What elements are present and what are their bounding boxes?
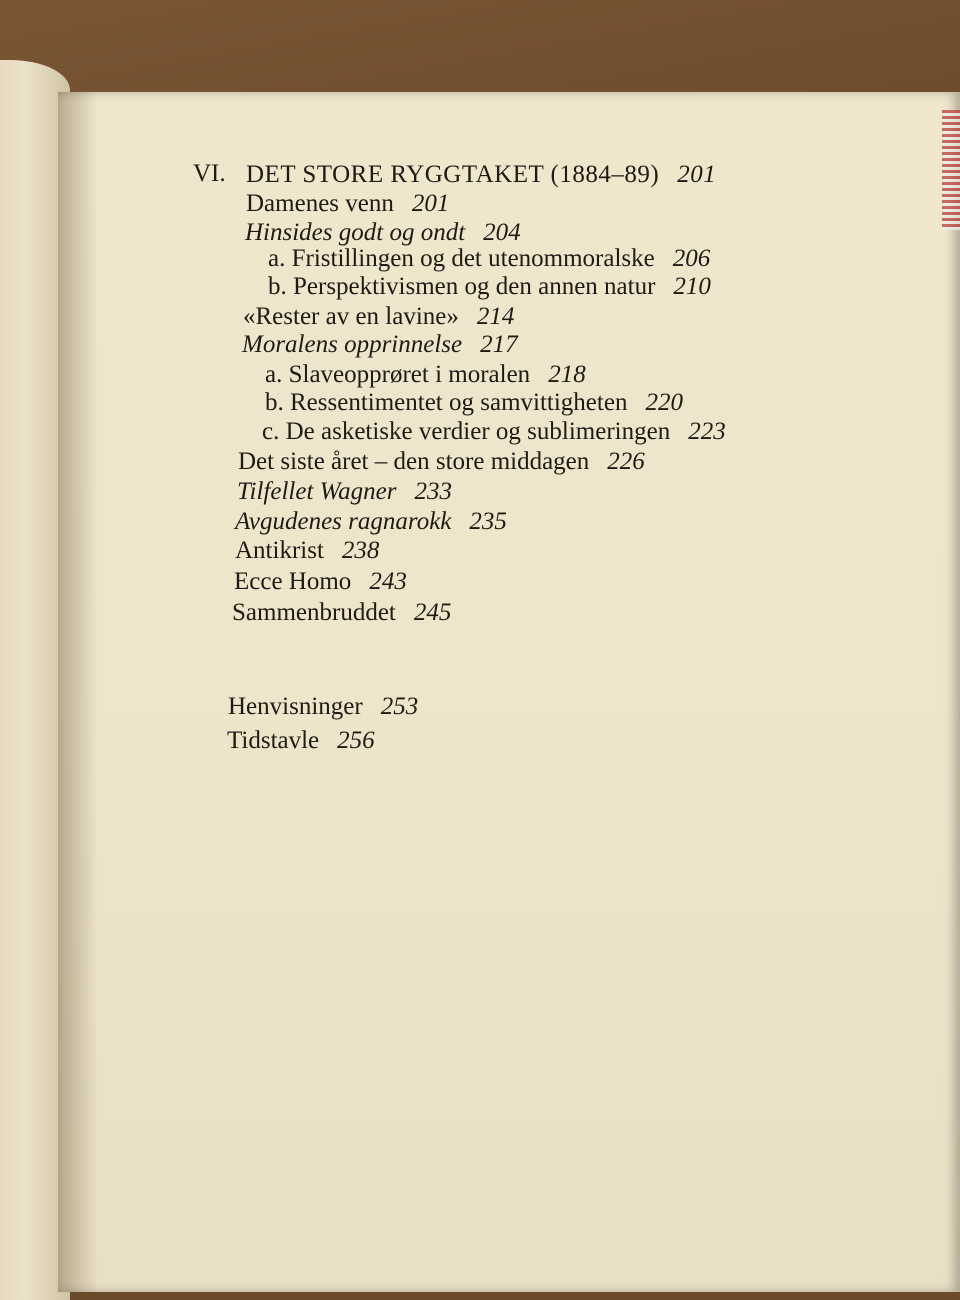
chapter-page: 201	[677, 161, 717, 188]
toc-entry	[237, 477, 452, 507]
toc-entry	[262, 417, 726, 447]
toc-entry-title: a. Fristillingen og det utenommoralske	[268, 245, 655, 272]
toc-entry-title: Sammenbruddet	[232, 599, 396, 626]
appendix-entry	[228, 692, 418, 722]
toc-entry-title: Antikrist	[235, 537, 324, 564]
toc-entry-page: 238	[341, 537, 380, 564]
toc-entry-page: 220	[645, 389, 683, 416]
toc-entry-title: a. Slaveopprøret i moralen	[265, 361, 531, 388]
toc-entry-title: Avgudenes ragnarokk	[235, 508, 452, 535]
toc-entry-page: 204	[483, 219, 521, 246]
toc-entry-title: Damenes venn	[246, 190, 394, 217]
toc-entry-page: 217	[480, 331, 518, 358]
chapter-title: DET STORE RYGGTAKET (1884–89)	[246, 161, 660, 188]
toc-entry-title: Det siste året – den store middagen	[238, 448, 590, 475]
toc-entry	[232, 598, 451, 628]
toc-entry	[268, 272, 711, 302]
toc-entry-title: «Rester av en lavine»	[243, 303, 459, 330]
appendix-entry-title: Tidstavle	[227, 727, 320, 754]
toc-entry-page: 235	[469, 508, 507, 535]
toc-entry-page: 223	[688, 418, 726, 445]
appendix-entry-title: Henvisninger	[228, 693, 363, 720]
toc-entry-page: 201	[411, 190, 450, 217]
toc-entry	[238, 447, 645, 477]
toc-entry-title: b. Ressentimentet og samvittigheten	[265, 389, 628, 416]
chapter-heading	[246, 160, 716, 190]
toc-entry	[242, 330, 518, 360]
chapter-numeral: VI.	[193, 160, 226, 187]
toc-entry-page: 233	[414, 478, 452, 505]
toc-entry	[246, 189, 449, 219]
appendix-entry-page: 253	[380, 693, 419, 720]
toc-entry-page: 245	[413, 599, 452, 626]
toc-entry-title: Moralens opprinnelse	[242, 331, 463, 358]
toc-entry	[243, 302, 514, 332]
toc-entry-page: 210	[673, 273, 711, 300]
toc-entry	[235, 507, 507, 537]
toc-entry-page: 214	[476, 303, 515, 330]
toc-entry-page: 206	[672, 245, 711, 272]
toc-entry-page: 243	[369, 568, 407, 595]
toc-entry-title: Hinsides godt og ondt	[245, 219, 466, 246]
toc-entry	[268, 244, 710, 274]
toc-entry-title: Tilfellet Wagner	[237, 478, 397, 505]
appendix-entry	[227, 726, 375, 756]
toc-entry	[265, 360, 586, 390]
toc-entry-title: c. De asketiske verdier og sublimeringen	[262, 418, 671, 445]
toc-entry	[235, 536, 379, 566]
appendix-entry-page: 256	[337, 727, 375, 754]
toc-entry-title: b. Perspektivismen og den annen natur	[268, 273, 656, 300]
toc-entry	[234, 567, 407, 597]
toc-entry-page: 226	[607, 448, 645, 475]
toc-entry-page: 218	[548, 361, 586, 388]
toc-entry	[265, 388, 683, 418]
toc-entry-title: Ecce Homo	[234, 568, 352, 595]
